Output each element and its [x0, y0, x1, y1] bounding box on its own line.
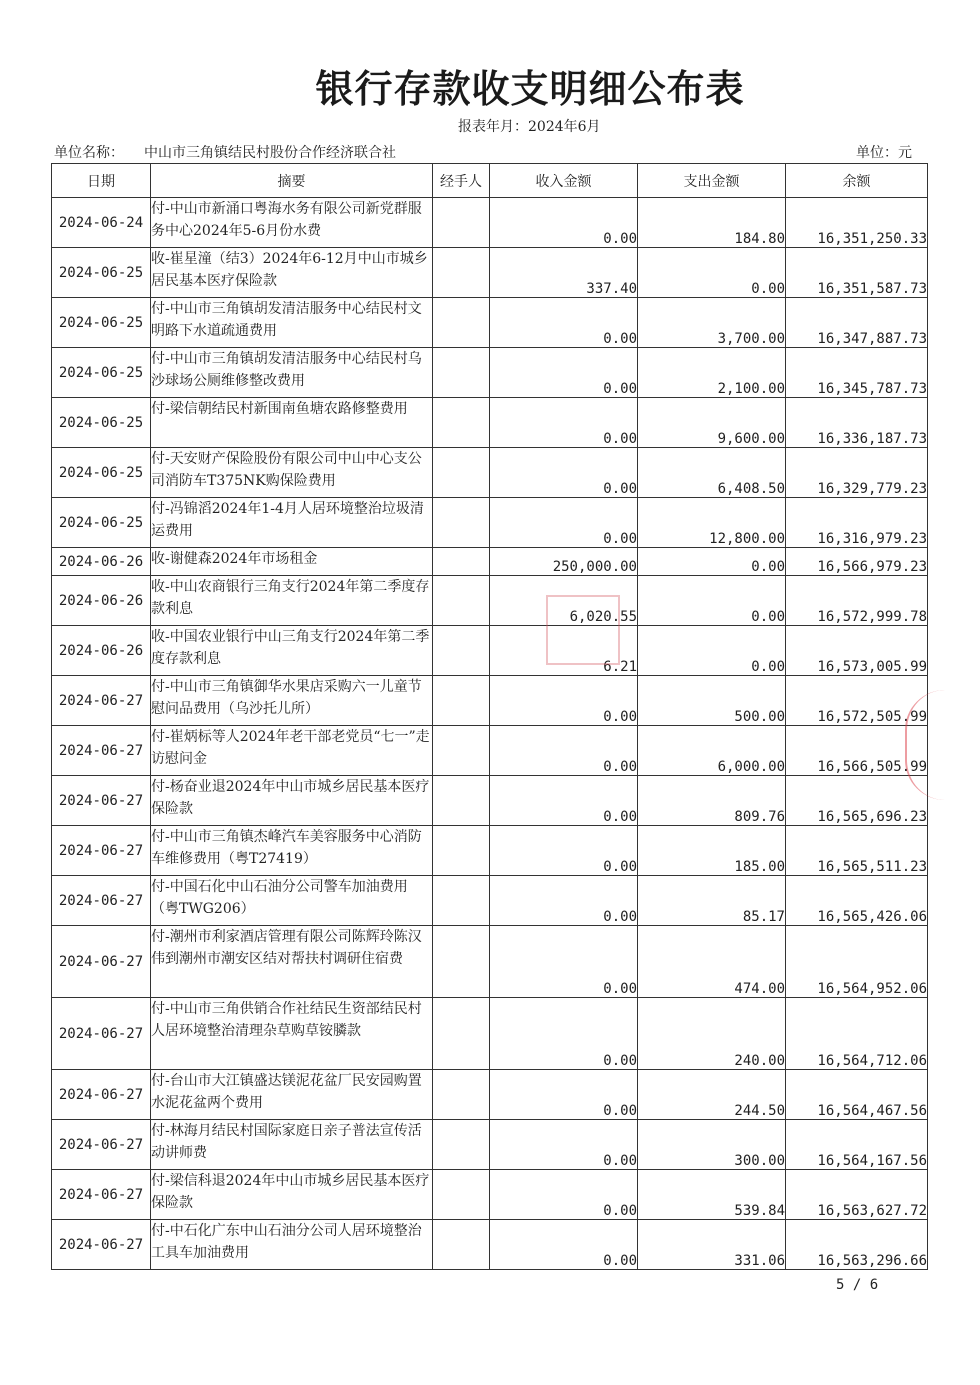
row-balance: 16,565,696.23: [786, 776, 928, 826]
row-summary: 收-谢健森2024年市场租金: [151, 548, 433, 576]
row-expense: 12,800.00: [638, 498, 786, 548]
table-row: [52, 248, 928, 298]
row-balance: 16,565,511.23: [786, 826, 928, 876]
row-income: 0.00: [490, 448, 638, 498]
row-expense: 185.00: [638, 826, 786, 876]
row-handler: [433, 1220, 490, 1270]
row-expense: 240.00: [638, 998, 786, 1070]
row-handler: [433, 826, 490, 876]
row-balance: 16,351,250.33: [786, 198, 928, 248]
row-income: 0.00: [490, 676, 638, 726]
row-expense: 331.06: [638, 1220, 786, 1270]
table-row: [52, 498, 928, 548]
row-summary: 付-杨奋业退2024年中山市城乡居民基本医疗保险款: [151, 776, 433, 826]
row-income: 0.00: [490, 398, 638, 448]
row-date: 2024-06-25: [52, 398, 151, 448]
table-row: [52, 348, 928, 398]
row-expense: 809.76: [638, 776, 786, 826]
table-row: [52, 998, 928, 1070]
row-summary: 付-崔炳标等人2024年老干部老党员“七一”走访慰问金: [151, 726, 433, 776]
row-expense: 0.00: [638, 548, 786, 576]
row-income: 337.40: [490, 248, 638, 298]
row-expense: 300.00: [638, 1120, 786, 1170]
row-date: 2024-06-27: [52, 826, 151, 876]
row-summary: 付-中山市三角镇御华水果店采购六一儿童节慰问品费用（乌沙托儿所）: [151, 676, 433, 726]
table-row: [52, 398, 928, 448]
row-summary: 付-梁信朝结民村新围南鱼塘农路修整费用: [151, 398, 433, 448]
row-income: 250,000.00: [490, 548, 638, 576]
row-balance: 16,316,979.23: [786, 498, 928, 548]
table-row: [52, 576, 928, 626]
row-summary: 付-中石化广东中山石油分公司人居环境整治工具车加油费用: [151, 1220, 433, 1270]
row-date: 2024-06-25: [52, 248, 151, 298]
row-date: 2024-06-26: [52, 626, 151, 676]
row-summary: 付-中山市三角镇胡发清洁服务中心结民村文明路下水道疏通费用: [151, 298, 433, 348]
row-summary: 付-中山市三角供销合作社结民生资部结民村人居环境整治清理杂草购草铵膦款: [151, 998, 433, 1070]
row-summary: 付-台山市大江镇盛达镁泥花盆厂民安园购置水泥花盆两个费用: [151, 1070, 433, 1120]
row-handler: [433, 998, 490, 1070]
row-summary: 收-崔星潼（结3）2024年6-12月中山市城乡居民基本医疗保险款: [151, 248, 433, 298]
row-balance: 16,566,505.99: [786, 726, 928, 776]
row-handler: [433, 626, 490, 676]
row-date: 2024-06-27: [52, 1120, 151, 1170]
row-income: 0.00: [490, 198, 638, 248]
row-balance: 16,572,999.78: [786, 576, 928, 626]
row-balance: 16,565,426.06: [786, 876, 928, 926]
header-balance: 余额: [786, 164, 928, 198]
row-handler: [433, 576, 490, 626]
row-balance: 16,329,779.23: [786, 448, 928, 498]
row-date: 2024-06-26: [52, 548, 151, 576]
row-expense: 539.84: [638, 1170, 786, 1220]
row-balance: 16,564,167.56: [786, 1120, 928, 1170]
row-balance: 16,572,505.99: [786, 676, 928, 726]
header-summary: 摘要: [151, 164, 433, 198]
table-row: [52, 726, 928, 776]
row-summary: 收-中国农业银行中山三角支行2024年第二季度存款利息: [151, 626, 433, 676]
row-balance: 16,347,887.73: [786, 298, 928, 348]
ledger-table: [51, 163, 928, 1270]
row-date: 2024-06-25: [52, 298, 151, 348]
row-balance: 16,564,467.56: [786, 1070, 928, 1120]
row-handler: [433, 248, 490, 298]
row-income: 0.00: [490, 348, 638, 398]
row-handler: [433, 398, 490, 448]
header-handler: 经手人: [433, 164, 490, 198]
row-date: 2024-06-25: [52, 348, 151, 398]
row-income: 0.00: [490, 776, 638, 826]
row-balance: 16,345,787.73: [786, 348, 928, 398]
row-handler: [433, 776, 490, 826]
row-summary: 付-中国石化中山石油分公司警车加油费用（粤TWG206）: [151, 876, 433, 926]
row-expense: 500.00: [638, 676, 786, 726]
row-expense: 244.50: [638, 1070, 786, 1120]
unit-name: 中山市三角镇结民村股份合作经济联合社: [144, 145, 396, 161]
row-summary: 付-冯锦滔2024年1-4月人居环境整治垃圾清运费用: [151, 498, 433, 548]
header-date: 日期: [52, 164, 151, 198]
row-date: 2024-06-27: [52, 1220, 151, 1270]
table-row: [52, 676, 928, 726]
row-balance: 16,564,952.06: [786, 926, 928, 998]
row-expense: 6,408.50: [638, 448, 786, 498]
row-expense: 0.00: [638, 248, 786, 298]
table-row: [52, 298, 928, 348]
row-handler: [433, 926, 490, 998]
row-date: 2024-06-27: [52, 776, 151, 826]
row-handler: [433, 676, 490, 726]
row-date: 2024-06-27: [52, 676, 151, 726]
unit-name-label: 单位名称：: [54, 145, 124, 161]
row-handler: [433, 726, 490, 776]
header-expense: 支出金额: [638, 164, 786, 198]
row-expense: 85.17: [638, 876, 786, 926]
row-date: 2024-06-27: [52, 998, 151, 1070]
row-income: 0.00: [490, 1070, 638, 1120]
table-row: [52, 776, 928, 826]
row-date: 2024-06-27: [52, 876, 151, 926]
row-handler: [433, 1070, 490, 1120]
row-summary: 付-中山市三角镇胡发清洁服务中心结民村乌沙球场公厕维修整改费用: [151, 348, 433, 398]
row-balance: 16,573,005.99: [786, 626, 928, 676]
row-income: 0.00: [490, 826, 638, 876]
row-expense: 0.00: [638, 626, 786, 676]
row-handler: [433, 1170, 490, 1220]
currency-unit: 单位：元: [856, 145, 912, 161]
table-row: [52, 1220, 928, 1270]
row-income: 0.00: [490, 726, 638, 776]
row-date: 2024-06-25: [52, 448, 151, 498]
row-summary: 付-梁信科退2024年中山市城乡居民基本医疗保险款: [151, 1170, 433, 1220]
row-income: 0.00: [490, 498, 638, 548]
table-row: [52, 826, 928, 876]
row-income: 6.21: [490, 626, 638, 676]
official-seal: [546, 595, 620, 665]
table-row: [52, 626, 928, 676]
header-income: 收入金额: [490, 164, 638, 198]
row-handler: [433, 348, 490, 398]
row-income: 6,020.55: [490, 576, 638, 626]
row-summary: 付-潮州市利家酒店管理有限公司陈辉玲陈汉伟到潮州市潮安区结对帮扶村调研住宿费: [151, 926, 433, 998]
row-income: 0.00: [490, 998, 638, 1070]
row-date: 2024-06-24: [52, 198, 151, 248]
header-row: [52, 164, 928, 198]
row-date: 2024-06-25: [52, 498, 151, 548]
row-date: 2024-06-27: [52, 1170, 151, 1220]
page-title: 银行存款收支明细公布表: [315, 66, 745, 111]
row-summary: 付-中山市新涌口粤海水务有限公司新党群服务中心2024年5-6月份水费: [151, 198, 433, 248]
row-income: 0.00: [490, 1220, 638, 1270]
row-expense: 184.80: [638, 198, 786, 248]
row-expense: 2,100.00: [638, 348, 786, 398]
row-date: 2024-06-26: [52, 576, 151, 626]
row-expense: 9,600.00: [638, 398, 786, 448]
table-row: [52, 1120, 928, 1170]
row-balance: 16,563,627.72: [786, 1170, 928, 1220]
table-row: [52, 1070, 928, 1120]
row-summary: 付-林海月结民村国际家庭日亲子普法宣传活动讲师费: [151, 1120, 433, 1170]
row-date: 2024-06-27: [52, 726, 151, 776]
table-row: [52, 548, 928, 576]
row-balance: 16,566,979.23: [786, 548, 928, 576]
row-handler: [433, 1120, 490, 1170]
row-expense: 474.00: [638, 926, 786, 998]
row-balance: 16,336,187.73: [786, 398, 928, 448]
row-handler: [433, 198, 490, 248]
table-row: [52, 1170, 928, 1220]
ledger-body: [52, 198, 928, 1270]
row-balance: 16,351,587.73: [786, 248, 928, 298]
row-income: 0.00: [490, 876, 638, 926]
row-summary: 付-天安财产保险股份有限公司中山中心支公司消防车T375NK购保险费用: [151, 448, 433, 498]
row-handler: [433, 876, 490, 926]
row-handler: [433, 448, 490, 498]
row-handler: [433, 498, 490, 548]
row-summary: 付-中山市三角镇杰峰汽车美容服务中心消防车维修费用（粤T27419）: [151, 826, 433, 876]
table-row: [52, 448, 928, 498]
row-date: 2024-06-27: [52, 926, 151, 998]
row-balance: 16,564,712.06: [786, 998, 928, 1070]
table-row: [52, 198, 928, 248]
row-income: 0.00: [490, 298, 638, 348]
row-balance: 16,563,296.66: [786, 1220, 928, 1270]
row-date: 2024-06-27: [52, 1070, 151, 1120]
row-handler: [433, 548, 490, 576]
row-income: 0.00: [490, 926, 638, 998]
table-row: [52, 876, 928, 926]
report-month: 报表年月：2024年6月: [458, 119, 601, 135]
row-summary: 收-中山农商银行三角支行2024年第二季度存款利息: [151, 576, 433, 626]
row-income: 0.00: [490, 1170, 638, 1220]
row-expense: 0.00: [638, 576, 786, 626]
row-income: 0.00: [490, 1120, 638, 1170]
row-handler: [433, 298, 490, 348]
row-expense: 6,000.00: [638, 726, 786, 776]
row-expense: 3,700.00: [638, 298, 786, 348]
table-row: [52, 926, 928, 998]
page-number: 5 / 6: [836, 1277, 879, 1293]
